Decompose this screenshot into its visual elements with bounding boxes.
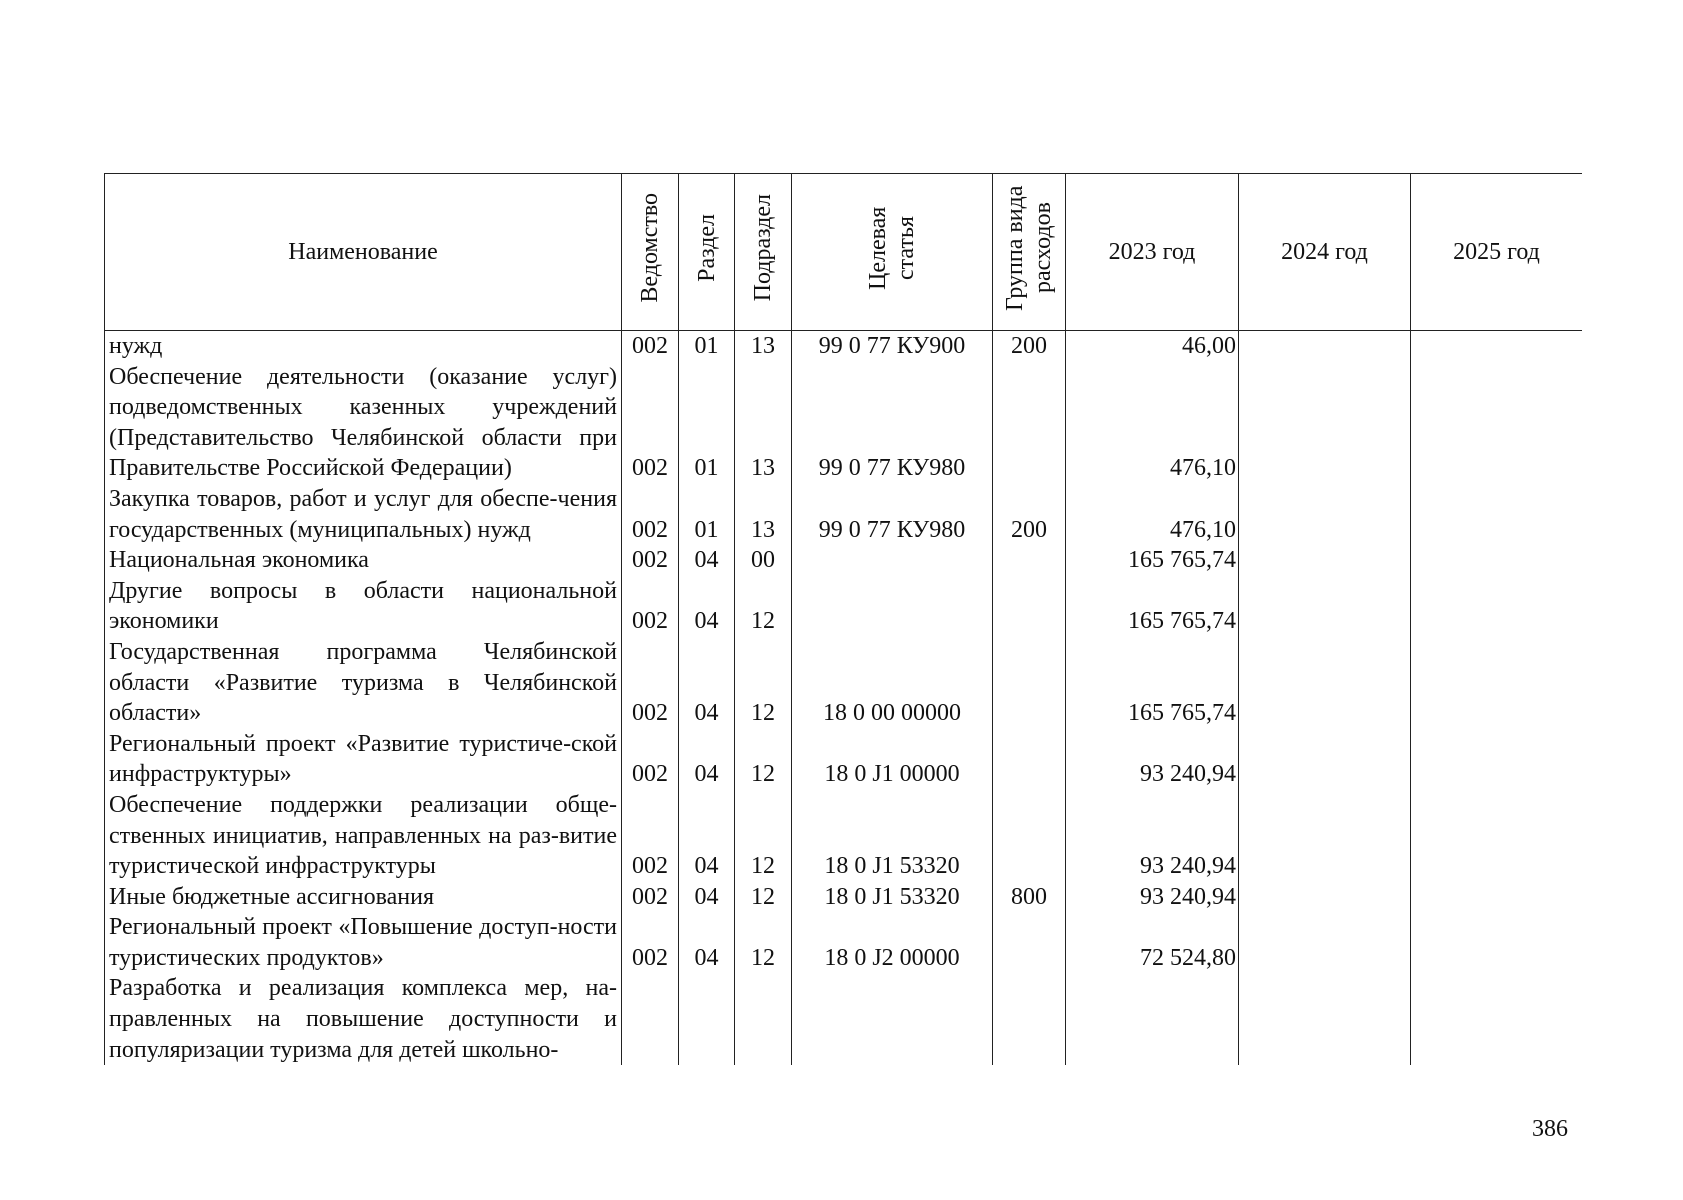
row-expense-group-cell: 800 (993, 882, 1066, 913)
row-amount-2024-cell (1239, 576, 1411, 637)
row-name-cell: Обеспечение поддержки реализации обще-ственных инициатив, направленных на раз-витие туристической инфраструктуры (105, 790, 622, 882)
row-amount-2023-cell: 93 240,94 (1066, 729, 1239, 790)
row-amount-2025-cell (1411, 790, 1583, 882)
row-section-cell: 04 (679, 912, 735, 973)
header-subsection (735, 174, 792, 331)
row-amount-2024-cell (1239, 545, 1411, 576)
row-section-cell: 01 (679, 484, 735, 545)
row-name-cell: Иные бюджетные ассигнования (105, 882, 622, 913)
row-subsection-cell: 13 (735, 484, 792, 545)
row-name-cell: Региональный проект «Развитие туристиче-ской инфраструктуры» (105, 729, 622, 790)
row-amount-2025-cell (1411, 545, 1583, 576)
row-target-article-cell: 18 0 J1 53320 (792, 882, 993, 913)
row-amount-2023-cell (1066, 973, 1239, 1065)
row-section-cell: 04 (679, 882, 735, 913)
header-department (622, 174, 679, 331)
row-amount-2024-cell (1239, 790, 1411, 882)
row-name-cell: Разработка и реализация комплекса мер, на-правленных на повышение доступности и популяризации туризма для детей школьно- (105, 973, 622, 1065)
row-expense-group-cell (993, 729, 1066, 790)
row-amount-2024-cell (1239, 637, 1411, 729)
row-section-cell: 04 (679, 545, 735, 576)
header-year-2025-label: 2025 год (1453, 238, 1540, 265)
table-row (105, 545, 1583, 576)
row-department-cell: 002 (622, 331, 679, 362)
row-expense-group-cell (993, 912, 1066, 973)
row-department-cell: 002 (622, 912, 679, 973)
table-row (105, 576, 1583, 637)
row-amount-2023-cell: 476,10 (1066, 362, 1239, 484)
row-amount-2024-cell (1239, 912, 1411, 973)
header-expense-group-label: Группа вида расходов (1002, 184, 1056, 311)
row-department-cell: 002 (622, 362, 679, 484)
row-section-cell (679, 973, 735, 1065)
row-amount-2023-cell: 93 240,94 (1066, 790, 1239, 882)
row-expense-group-cell (993, 362, 1066, 484)
row-subsection-cell: 12 (735, 637, 792, 729)
row-subsection-cell (735, 973, 792, 1065)
budget-table (104, 173, 1582, 1065)
row-subsection-cell: 13 (735, 362, 792, 484)
table-body (105, 331, 1583, 1066)
row-target-article-cell: 18 0 J1 53320 (792, 790, 993, 882)
budget-table-container (104, 173, 1582, 1102)
header-year-2023 (1066, 174, 1239, 331)
row-amount-2025-cell (1411, 362, 1583, 484)
row-amount-2024-cell (1239, 331, 1411, 362)
row-amount-2025-cell (1411, 729, 1583, 790)
row-expense-group-cell: 200 (993, 331, 1066, 362)
row-target-article-cell: 99 0 77 КУ900 (792, 331, 993, 362)
row-name-cell: Другие вопросы в области национальной экономики (105, 576, 622, 637)
table-row (105, 973, 1583, 1065)
header-name (105, 174, 622, 331)
row-amount-2025-cell (1411, 576, 1583, 637)
row-name-cell: Региональный проект «Повышение доступ-ности туристических продуктов» (105, 912, 622, 973)
row-name-cell: Государственная программа Челябинской области «Развитие туризма в Челябинской области» (105, 637, 622, 729)
row-amount-2025-cell (1411, 912, 1583, 973)
row-subsection-cell: 12 (735, 576, 792, 637)
row-section-cell: 04 (679, 729, 735, 790)
row-amount-2024-cell (1239, 484, 1411, 545)
row-target-article-cell: 99 0 77 КУ980 (792, 362, 993, 484)
row-target-article-cell: 18 0 J1 00000 (792, 729, 993, 790)
row-department-cell: 002 (622, 576, 679, 637)
row-name-cell: Обеспечение деятельности (оказание услуг) подведомственных казенных учреждений (Представительство Челябинской области при Правительстве Российской Федерации) (105, 362, 622, 484)
row-amount-2023-cell: 165 765,74 (1066, 576, 1239, 637)
row-amount-2023-cell: 46,00 (1066, 331, 1239, 362)
row-name-cell: нужд (105, 331, 622, 362)
row-subsection-cell: 13 (735, 331, 792, 362)
table-row (105, 484, 1583, 545)
table-header (105, 174, 1583, 331)
row-target-article-cell: 99 0 77 КУ980 (792, 484, 993, 545)
row-section-cell: 01 (679, 331, 735, 362)
row-expense-group-cell (993, 637, 1066, 729)
row-department-cell: 002 (622, 882, 679, 913)
table-row (105, 882, 1583, 913)
row-amount-2023-cell: 476,10 (1066, 484, 1239, 545)
row-amount-2025-cell (1411, 484, 1583, 545)
row-department-cell: 002 (622, 637, 679, 729)
row-department-cell: 002 (622, 545, 679, 576)
row-subsection-cell: 00 (735, 545, 792, 576)
row-expense-group-cell (993, 576, 1066, 637)
header-section-label: Раздел (693, 213, 720, 282)
row-name-cell: Национальная экономика (105, 545, 622, 576)
row-amount-2025-cell (1411, 331, 1583, 362)
header-expense-group (993, 174, 1066, 331)
row-amount-2025-cell (1411, 973, 1583, 1065)
page-number: 386 (1532, 1116, 1568, 1142)
row-subsection-cell: 12 (735, 729, 792, 790)
row-expense-group-cell (993, 545, 1066, 576)
row-amount-2023-cell: 165 765,74 (1066, 545, 1239, 576)
table-row (105, 729, 1583, 790)
header-name-label: Наименование (288, 238, 438, 265)
row-department-cell: 002 (622, 484, 679, 545)
header-department-label: Ведомство (637, 192, 663, 303)
row-amount-2025-cell (1411, 637, 1583, 729)
row-amount-2023-cell: 165 765,74 (1066, 637, 1239, 729)
row-target-article-cell: 18 0 00 00000 (792, 637, 993, 729)
row-amount-2024-cell (1239, 729, 1411, 790)
row-target-article-cell (792, 973, 993, 1065)
table-row (105, 912, 1583, 973)
row-department-cell: 002 (622, 790, 679, 882)
row-amount-2025-cell (1411, 882, 1583, 913)
row-department-cell (622, 973, 679, 1065)
row-amount-2024-cell (1239, 973, 1411, 1065)
row-subsection-cell: 12 (735, 912, 792, 973)
table-row (105, 331, 1583, 362)
row-target-article-cell (792, 576, 993, 637)
header-target-article (792, 174, 993, 331)
header-year-2024-label: 2024 год (1281, 238, 1368, 265)
header-section (679, 174, 735, 331)
row-expense-group-cell (993, 790, 1066, 882)
row-amount-2023-cell: 72 524,80 (1066, 912, 1239, 973)
header-year-2023-label: 2023 год (1108, 238, 1196, 265)
row-section-cell: 01 (679, 362, 735, 484)
row-section-cell: 04 (679, 637, 735, 729)
header-target-article-label: Целевая статья (865, 206, 919, 290)
row-amount-2023-cell: 93 240,94 (1066, 882, 1239, 913)
row-subsection-cell: 12 (735, 882, 792, 913)
table-row (105, 637, 1583, 729)
row-name-cell: Закупка товаров, работ и услуг для обеспе-чения государственных (муниципальных) нужд (105, 484, 622, 545)
row-expense-group-cell: 200 (993, 484, 1066, 545)
table-row (105, 362, 1583, 484)
header-year-2025 (1411, 174, 1583, 331)
header-subsection-label: Подраздел (750, 194, 776, 302)
table-row (105, 790, 1583, 882)
row-amount-2024-cell (1239, 362, 1411, 484)
row-subsection-cell: 12 (735, 790, 792, 882)
header-year-2024 (1239, 174, 1411, 331)
row-section-cell: 04 (679, 790, 735, 882)
row-amount-2024-cell (1239, 882, 1411, 913)
row-section-cell: 04 (679, 576, 735, 637)
row-department-cell: 002 (622, 729, 679, 790)
row-expense-group-cell (993, 973, 1066, 1065)
row-target-article-cell: 18 0 J2 00000 (792, 912, 993, 973)
row-target-article-cell (792, 545, 993, 576)
